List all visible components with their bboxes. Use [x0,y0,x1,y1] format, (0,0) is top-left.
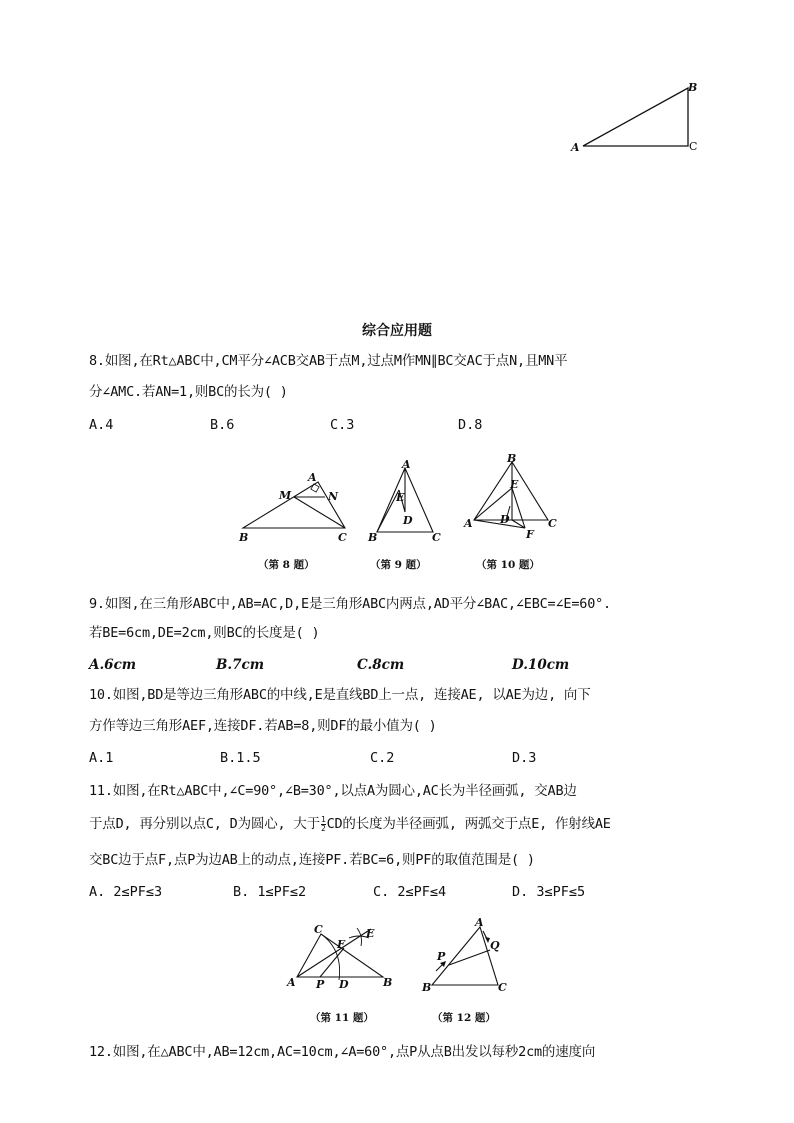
q11-line2-part2: CD的长度为半径画弧, 两弧交于点E, 作射线AE [326,816,611,832]
fig8-caption: （第 8 题） [258,559,315,571]
q11-line2-part1: 于点D, 再分别以点C, D为圆心, 大于 [89,816,320,832]
q11-line1: 11.如图,在Rt△ABC中,∠C=90°,∠B=30°,以点A为圆心,AC长为半径画弧, 交AB边 [89,783,577,799]
q9-line2: 若BE=6cm,DE=2cm,则BC的长度是( ) [89,625,320,641]
fig12-label-q: Q [490,939,500,952]
q8-option-b[interactable]: B.6 [210,417,235,433]
fig10-label-b: B [507,452,517,465]
q8-option-a[interactable]: A.4 [89,417,114,433]
q10-line2: 方作等边三角形AEF,连接DF.若AB=8,则DF的最小值为( ) [89,718,437,734]
figure-10 [460,450,565,540]
fig12-caption: （第 12 题） [432,1012,496,1024]
q10-option-a[interactable]: A.1 [89,750,114,766]
fig11-label-b: B [383,976,393,989]
fig8-label-a: A [308,471,317,484]
q11-line3: 交BC边于点F,点P为边AB上的动点,连接PF.若BC=6,则PF的取值范围是( ) [89,852,535,868]
fig11-label-e: E [366,927,375,940]
fig8-label-b: B [239,531,249,544]
fig12-label-p: P [437,950,446,963]
q8-line1: 8.如图,在Rt△ABC中,CM平分∠ACB交AB于点M,过点M作MN∥BC交AC于点N,且MN平 [89,353,568,369]
q12-line1: 12.如图,在△ABC中,AB=12cm,AC=10cm,∠A=60°,点P从点B出发以每秒2cm的速度向 [89,1044,596,1060]
q11-line2 [89,815,611,833]
label-c: C [689,140,698,153]
fig12-label-a: A [475,916,484,929]
top-triangle [583,88,688,146]
q10-line1: 10.如图,BD是等边三角形ABC的中线,E是直线BD上一点, 连接AE, 以AE为边, 向下 [89,687,591,703]
fig9-label-c: C [432,531,441,544]
label-b: B [688,81,698,94]
figure-8 [235,470,355,545]
fig10-label-f: F [526,528,534,541]
fig10-label-c: C [548,517,557,530]
q11-option-b[interactable]: B. 1≤PF≤2 [233,884,307,900]
fig10-label-a: A [464,517,473,530]
q8-option-c[interactable]: C.3 [330,417,355,433]
fig11-label-c: C [314,923,323,936]
top-triangle-figure [560,75,720,160]
q11-option-a[interactable]: A. 2≤PF≤3 [89,884,163,900]
fig8-label-m: M [279,489,292,502]
section-title: 综合应用题 [362,323,432,339]
q11-option-d[interactable]: D. 3≤PF≤5 [512,884,586,900]
fig8-label-n: N [328,490,339,503]
fig10-label-e: E [510,478,519,491]
fig11-label-f: F [337,938,345,951]
fig11-label-d: D [339,978,349,991]
q10-option-c[interactable]: C.2 [370,750,395,766]
fig10-label-d: D [500,513,510,526]
fig9-label-b: B [368,531,378,544]
fig8-label-c: C [338,531,347,544]
fig11-label-p: P [316,978,325,991]
fig9-label-a: A [402,458,411,471]
q9-option-d[interactable]: D.10cm [512,657,570,673]
q8-line2: 分∠AMC.若AN=1,则BC的长为( ) [89,384,288,400]
frac-denominator: 2 [320,823,326,833]
q9-option-b[interactable]: B.7cm [216,657,265,673]
q9-option-c[interactable]: C.8cm [357,657,405,673]
q11-option-c[interactable]: C. 2≤PF≤4 [373,884,447,900]
q10-option-d[interactable]: D.3 [512,750,537,766]
q9-option-a[interactable]: A.6cm [89,657,137,673]
one-half-fraction [321,816,326,833]
frac-numerator: 1 [320,814,326,824]
q9-line1: 9.如图,在三角形ABC中,AB=AC,D,E是三角形ABC内两点,AD平分∠BAC,∠EBC=∠E=60°. [89,596,611,612]
q10-option-b[interactable]: B.1.5 [220,750,261,766]
fig12-label-b: B [422,981,432,994]
label-a: A [571,141,580,154]
fig11-label-a: A [287,976,296,989]
fig9-label-e: E [396,491,405,504]
figure-9 [365,458,445,548]
fig10-caption: （第 10 题） [476,559,540,571]
fig12-label-c: C [498,981,507,994]
q8-option-d[interactable]: D.8 [458,417,483,433]
fig11-caption: （第 11 题） [310,1012,374,1024]
figure-12 [420,915,520,995]
figure-11 [283,920,403,995]
fig9-caption: （第 9 题） [370,559,427,571]
fig9-label-d: D [403,514,413,527]
